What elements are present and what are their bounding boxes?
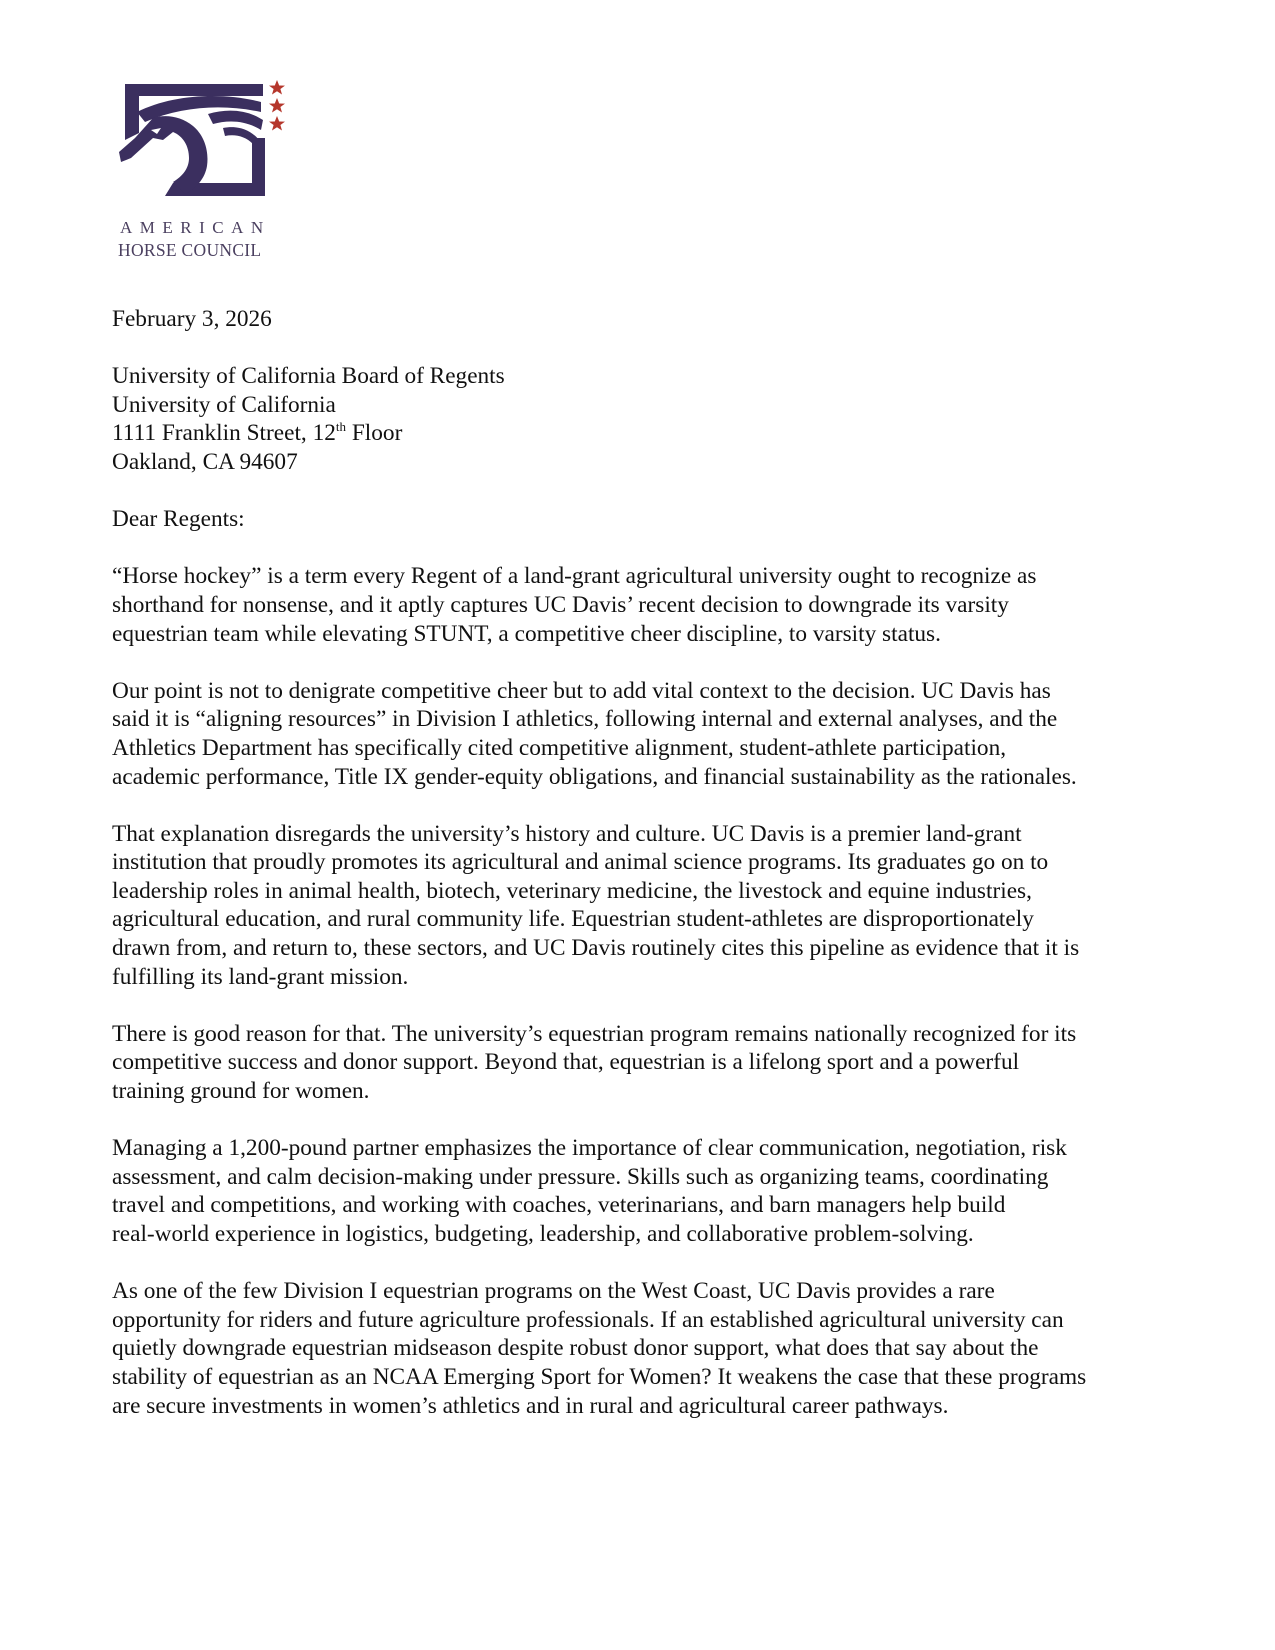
- org-name-line2: HORSE COUNCIL: [118, 240, 262, 260]
- paragraph-line: As one of the few Division I equestrian programs on the West Coast, UC Davis provides a rare: [112, 1278, 995, 1305]
- street-ordinal: th: [335, 419, 347, 435]
- paragraph-line: assessment, and calm decision-making under pressure. Skills such as organizing teams, coordinating: [112, 1163, 1049, 1190]
- paragraph-line: said it is “aligning resources” in Division I athletics, following internal and external analyses, and the: [112, 706, 1058, 733]
- letter-date: February 3, 2026: [112, 306, 272, 332]
- street-suffix: Floor: [346, 420, 403, 447]
- paragraph-line: Athletics Department has specifically cited competitive alignment, student-athlete participation,: [112, 734, 1007, 761]
- letterhead-logo: [113, 78, 293, 268]
- street-prefix: 1111 Franklin Street, 12: [112, 420, 336, 447]
- salutation: Dear Regents:: [112, 506, 245, 533]
- paragraph-line: are secure investments in women’s athletics and in rural and agricultural career pathways.: [112, 1392, 949, 1419]
- body-paragraph: [112, 1134, 1172, 1248]
- body-paragraph: [112, 677, 1172, 791]
- paragraph-line: That explanation disregards the university’s history and culture. UC Davis is a premier land-grant: [112, 820, 1022, 847]
- paragraph-line: competitive success and donor support. Beyond that, equestrian is a lifelong sport and a powerful: [112, 1049, 1020, 1076]
- recipient-city: Oakland, CA 94607: [112, 448, 298, 475]
- paragraph-line: drawn from, and return to, these sectors, and UC Davis routinely cites this pipeline as evidence that it is: [112, 935, 1080, 962]
- horse-head-logo-icon: [113, 78, 293, 218]
- letter-body: [112, 305, 1172, 1449]
- paragraph-line: Our point is not to denigrate competitive cheer but to add vital context to the decision. UC Davis has: [112, 677, 1051, 704]
- paragraph-line: academic performance, Title IX gender-equity obligations, and financial sustainability as the rationales.: [112, 763, 1077, 790]
- paragraph-line: real-world experience in logistics, budgeting, leadership, and collaborative problem-solving.: [112, 1221, 974, 1247]
- paragraph-line: “Horse hockey” is a term every Regent of a land-grant agricultural university ought to recognize as: [112, 563, 1037, 590]
- body-paragraph: [112, 1020, 1172, 1106]
- letter-paragraphs: [112, 562, 1172, 1420]
- paragraph-line: There is good reason for that. The university’s equestrian program remains nationally recognized for its: [112, 1020, 1077, 1047]
- paragraph-line: travel and competitions, and working with coaches, veterinarians, and barn managers help build: [112, 1192, 1006, 1219]
- recipient-street: [112, 419, 1172, 448]
- org-name-line1: AMERICAN: [120, 218, 271, 237]
- paragraph-line: institution that proudly promotes its agricultural and animal science programs. Its graduates go on to: [112, 849, 1049, 876]
- paragraph-line: opportunity for riders and future agriculture professionals. If an established agricultural university can: [112, 1306, 1064, 1333]
- paragraph-line: fulfilling its land-grant mission.: [112, 963, 409, 990]
- paragraph-line: quietly downgrade equestrian midseason despite robust donor support, what does that say about the: [112, 1335, 1039, 1362]
- paragraph-line: equestrian team while elevating STUNT, a competitive cheer discipline, to varsity status.: [112, 620, 941, 647]
- paragraph-line: training ground for women.: [112, 1078, 370, 1105]
- body-paragraph: [112, 820, 1172, 992]
- body-paragraph: [112, 1277, 1172, 1420]
- recipient-address: [112, 362, 1172, 476]
- paragraph-line: shorthand for nonsense, and it aptly captures UC Davis’ recent decision to downgrade its varsity: [112, 591, 1009, 618]
- paragraph-line: stability of equestrian as an NCAA Emerging Sport for Women? It weakens the case that these programs: [112, 1363, 1087, 1390]
- paragraph-line: agricultural education, and rural community life. Equestrian student-athletes are disproportionately: [112, 906, 1034, 933]
- body-paragraph: [112, 562, 1172, 648]
- paragraph-line: leadership roles in animal health, biotech, veterinary medicine, the livestock and equine industries,: [112, 877, 1032, 904]
- paragraph-line: Managing a 1,200-pound partner emphasizes the importance of clear communication, negotiation, risk: [112, 1135, 1067, 1162]
- recipient-line2: University of California: [112, 391, 336, 418]
- recipient-line1: University of California Board of Regents: [112, 363, 505, 390]
